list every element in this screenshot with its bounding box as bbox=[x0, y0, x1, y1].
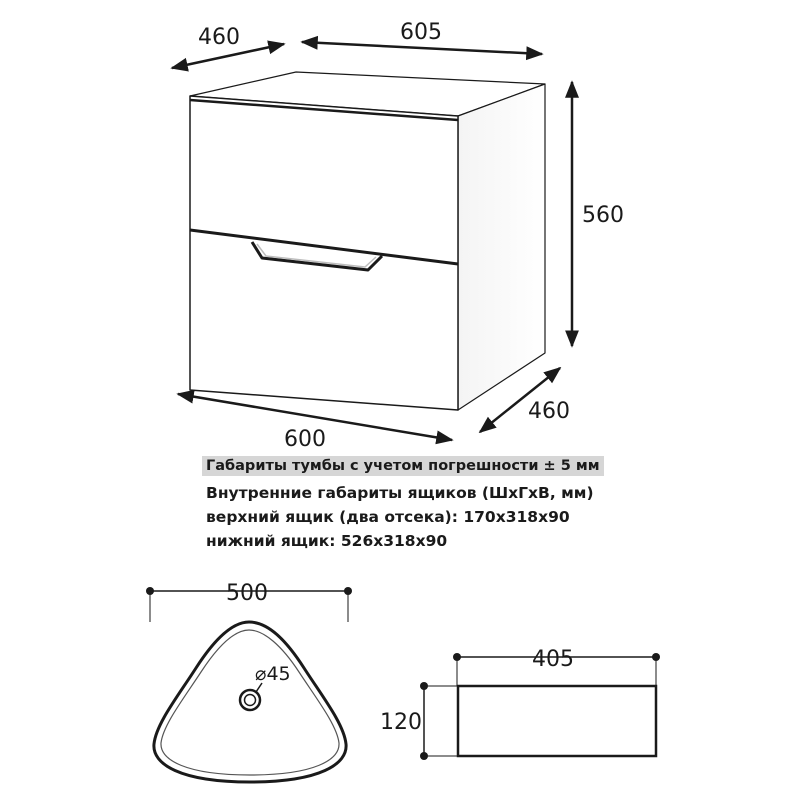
dim-point-side-left bbox=[453, 653, 461, 661]
dim-side-width: 405 bbox=[532, 647, 574, 672]
cabinet-front-face bbox=[190, 96, 458, 410]
dim-width-top: 605 bbox=[400, 20, 442, 45]
basin-top-view bbox=[150, 591, 348, 782]
dim-height: 560 bbox=[582, 203, 624, 228]
dim-point-right bbox=[344, 587, 352, 595]
basin-inner-outline bbox=[161, 630, 339, 775]
dim-point-side-top bbox=[420, 682, 428, 690]
basin-side-rect bbox=[458, 686, 656, 756]
dim-depth-side: 460 bbox=[528, 399, 570, 424]
lower-drawer-dims: нижний ящик: 526х318х90 bbox=[206, 532, 448, 550]
drawers-title: Внутренние габариты ящиков (ШхГхВ, мм) bbox=[206, 484, 594, 502]
dim-point-left bbox=[146, 587, 154, 595]
dim-side-height: 120 bbox=[380, 710, 422, 735]
cabinet-side-face bbox=[458, 84, 545, 410]
dim-point-side-right bbox=[652, 653, 660, 661]
dim-basin-width: 500 bbox=[226, 581, 268, 606]
dim-width-bottom: 600 bbox=[284, 427, 326, 452]
dim-drain: ⌀45 bbox=[255, 663, 291, 685]
dim-depth-top: 460 bbox=[198, 25, 240, 50]
upper-drawer-dims: верхний ящик (два отсека): 170х318х90 bbox=[206, 508, 570, 526]
drain-hole-outer bbox=[240, 690, 260, 710]
tolerance-note: Габариты тумбы с учетом погрешности ± 5 мм bbox=[202, 456, 604, 476]
dim-point-side-bottom bbox=[420, 752, 428, 760]
basin-outline bbox=[154, 622, 346, 782]
cabinet-drawing bbox=[190, 72, 545, 410]
drain-hole-inner bbox=[245, 695, 256, 706]
